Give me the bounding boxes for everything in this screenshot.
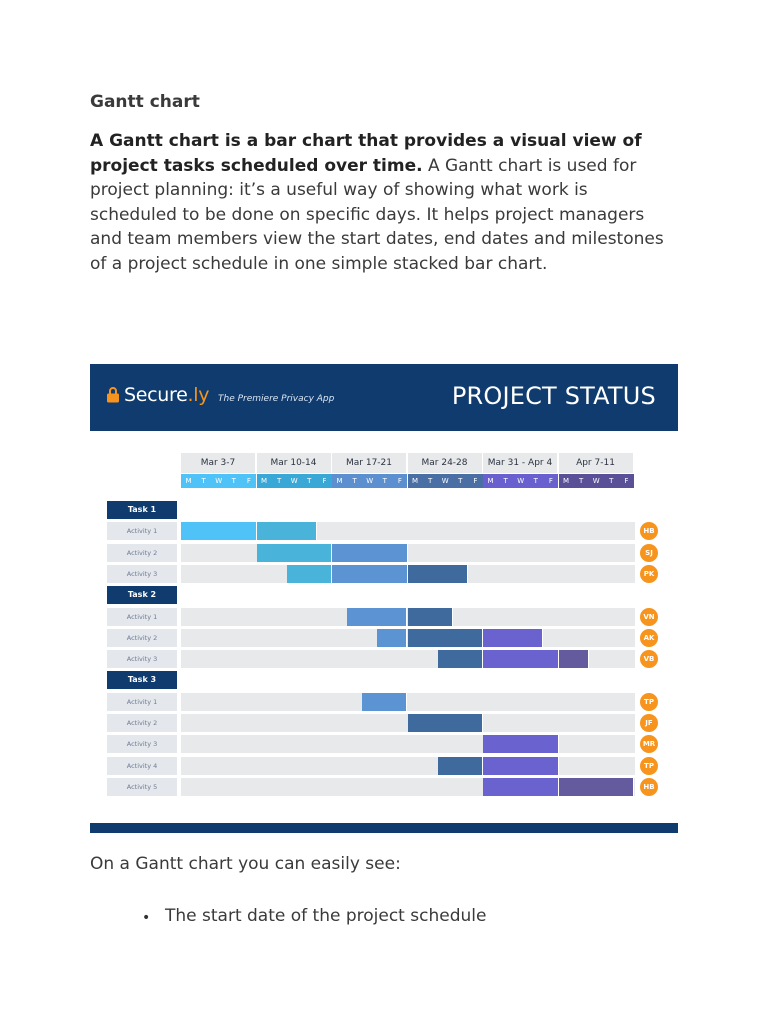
activity-label: Activity 5 <box>107 778 177 796</box>
owner-avatar: HB <box>640 778 658 796</box>
day-header: W <box>211 474 226 488</box>
day-header: T <box>196 474 211 488</box>
gantt-bar[interactable] <box>362 693 407 711</box>
day-header: F <box>392 474 407 488</box>
task-label: Task 3 <box>107 671 177 689</box>
gantt-bar[interactable] <box>347 608 407 626</box>
week-header: Apr 7-11 <box>559 453 634 473</box>
day-header: T <box>528 474 543 488</box>
day-header: T <box>347 474 362 488</box>
gantt-bar[interactable] <box>483 778 559 796</box>
day-header: W <box>438 474 453 488</box>
brand-suffix: .ly <box>187 384 210 406</box>
activity-label: Activity 2 <box>107 714 177 732</box>
day-header: T <box>302 474 317 488</box>
gantt-bar[interactable] <box>287 565 332 583</box>
week-header: Mar 17-21 <box>332 453 407 473</box>
gantt-bar[interactable] <box>377 629 407 647</box>
day-header: T <box>574 474 589 488</box>
day-header: T <box>272 474 287 488</box>
day-header: T <box>423 474 438 488</box>
owner-avatar: VB <box>640 650 658 668</box>
activity-label: Activity 4 <box>107 757 177 775</box>
day-header: M <box>559 474 574 488</box>
gantt-bar[interactable] <box>483 629 543 647</box>
gantt-bar[interactable] <box>332 544 408 562</box>
bullet-item: The start date of the project schedule <box>165 906 487 926</box>
activity-label: Activity 3 <box>107 650 177 668</box>
day-header: T <box>498 474 513 488</box>
activity-track <box>181 735 635 753</box>
day-header: T <box>377 474 392 488</box>
day-header: M <box>408 474 423 488</box>
figure-footer-band <box>90 823 678 833</box>
week-header: Mar 24-28 <box>408 453 483 473</box>
activity-label: Activity 1 <box>107 608 177 626</box>
day-header: F <box>468 474 483 488</box>
day-header: T <box>453 474 468 488</box>
activity-label: Activity 1 <box>107 693 177 711</box>
owner-avatar: VN <box>640 608 658 626</box>
day-header: F <box>317 474 332 488</box>
activity-label: Activity 1 <box>107 522 177 540</box>
intro-body-text: A Gantt chart is used for project planning: it’s a useful way of showing what work is scheduled to be done on specific days. It helps project managers and team members view the start dates, end dates and milestones of a project schedule in one simple stacked bar chart. <box>90 155 664 274</box>
owner-avatar: MR <box>640 735 658 753</box>
padlock-icon <box>107 386 119 403</box>
owner-avatar: TP <box>640 693 658 711</box>
day-header: W <box>287 474 302 488</box>
owner-avatar: TP <box>640 757 658 775</box>
intro-bold-sentence: A Gantt chart is a bar chart that provides a visual view of project tasks scheduled over time. <box>90 131 642 176</box>
gantt-bar[interactable] <box>483 650 559 668</box>
figure-header-band <box>90 364 678 431</box>
gantt-bar[interactable] <box>181 522 257 540</box>
gantt-bar[interactable] <box>559 650 589 668</box>
day-header: W <box>513 474 528 488</box>
activity-track <box>181 757 635 775</box>
gantt-bar[interactable] <box>559 778 635 796</box>
task-label: Task 1 <box>107 501 177 519</box>
day-header: M <box>332 474 347 488</box>
brand-tagline: The Premiere Privacy App <box>218 394 335 404</box>
intro-paragraph <box>90 129 680 276</box>
list-intro-text: On a Gantt chart you can easily see: <box>90 854 401 874</box>
day-header: F <box>619 474 634 488</box>
day-header: M <box>257 474 272 488</box>
activity-track <box>181 544 635 562</box>
day-header: F <box>241 474 256 488</box>
gantt-bar[interactable] <box>408 714 484 732</box>
section-heading: Gantt chart <box>90 92 200 112</box>
day-header: W <box>589 474 604 488</box>
activity-label: Activity 2 <box>107 544 177 562</box>
gantt-bar[interactable] <box>332 565 408 583</box>
bullet-marker: • <box>142 910 151 926</box>
gantt-bar[interactable] <box>438 757 483 775</box>
day-header: W <box>362 474 377 488</box>
gantt-bar[interactable] <box>408 629 484 647</box>
project-status-figure <box>90 364 678 833</box>
owner-avatar: HB <box>640 522 658 540</box>
task-label: Task 2 <box>107 586 177 604</box>
brand-logo <box>124 384 209 406</box>
owner-avatar: AK <box>640 629 658 647</box>
day-header: M <box>483 474 498 488</box>
day-header: T <box>604 474 619 488</box>
owner-avatar: SJ <box>640 544 658 562</box>
gantt-bar[interactable] <box>483 735 559 753</box>
week-header: Mar 3-7 <box>181 453 256 473</box>
week-header: Mar 10-14 <box>257 453 332 473</box>
figure-title: PROJECT STATUS <box>451 382 656 410</box>
day-header: M <box>181 474 196 488</box>
activity-label: Activity 3 <box>107 565 177 583</box>
activity-label: Activity 2 <box>107 629 177 647</box>
gantt-bar[interactable] <box>483 757 559 775</box>
week-header: Mar 31 - Apr 4 <box>483 453 558 473</box>
day-header: F <box>543 474 558 488</box>
gantt-bar[interactable] <box>438 650 483 668</box>
day-header: T <box>226 474 241 488</box>
activity-track <box>181 693 635 711</box>
owner-avatar: PK <box>640 565 658 583</box>
brand-name: Secure <box>124 384 188 406</box>
owner-avatar: JF <box>640 714 658 732</box>
activity-label: Activity 3 <box>107 735 177 753</box>
gantt-bar[interactable] <box>408 565 468 583</box>
gantt-bar[interactable] <box>408 608 453 626</box>
gantt-bar[interactable] <box>257 544 333 562</box>
gantt-bar[interactable] <box>257 522 317 540</box>
